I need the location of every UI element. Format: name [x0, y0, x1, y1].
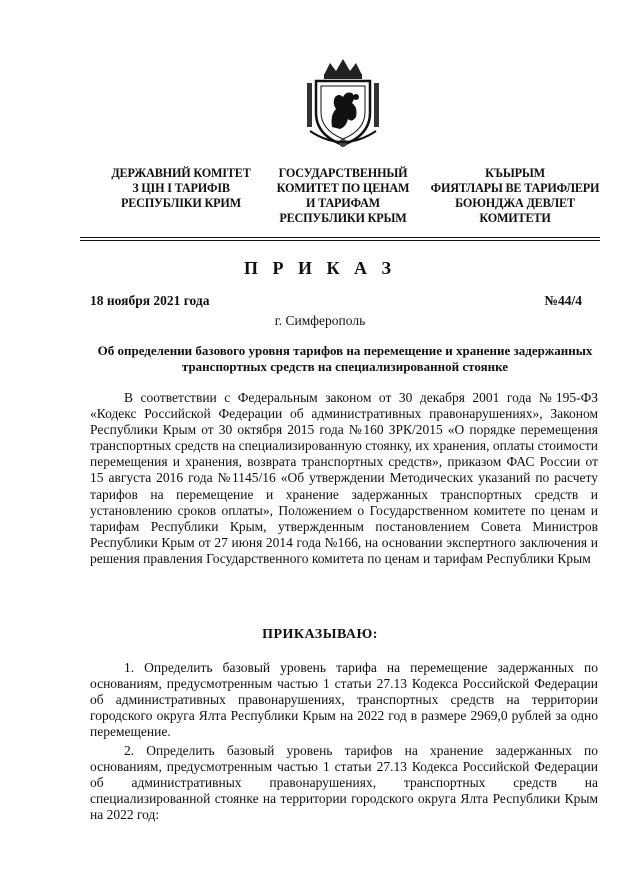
document-title: П Р И К А З: [243, 258, 397, 278]
order-date: 18 ноября 2021 года: [90, 293, 210, 308]
dept-ua-line: РЕСПУБЛІКИ КРИМ: [120, 196, 241, 210]
dept-ru-line: РЕСПУБЛИКИ КРЫМ: [279, 211, 407, 225]
dept-crh-line: БОЮНДЖА ДЕВЛЕТ: [455, 196, 575, 210]
order-city: г. Симферополь: [274, 313, 366, 328]
dept-ru-line: И ТАРИФАМ: [306, 196, 380, 210]
dept-crh-line: ФИЯТЛАРЫ ВЕ ТАРИФЛЕРИ: [430, 181, 600, 195]
dept-ua-line: З ЦІН І ТАРИФІВ: [132, 181, 230, 195]
department-name-ukrainian: [96, 166, 266, 211]
order-heading: ПРИКАЗЫВАЮ:: [262, 627, 378, 642]
order-subject: Об определении базового уровня тарифов на перемещение и хранение задержанных транспортных средств на специализированной стоянке: [97, 343, 593, 374]
order-item: 1. Определить базовый уровень тарифа на перемещение задержанных по основаниям, предусмотренным частью 1 статьи 27.13 Кодекса Российской Федерации об административных правонарушениях, транспортных средств на территории городского округа Ялта Республики Крым на 2022 год в размере 2969,0 рублей за одно перемещение.: [90, 660, 598, 740]
dept-ru-line: ГОСУДАРСТВЕННЫЙ: [278, 166, 408, 180]
header-divider: [80, 240, 600, 241]
header-divider: [80, 237, 600, 238]
dept-crh-line: КОМИТЕТИ: [479, 211, 551, 225]
order-item: 2. Определить базовый уровень тарифов на хранение задержанных по основаниям, предусмотренным частью 1 статьи 27.13 Кодекса Российской Федерации об административных правонарушениях, транспортных средств на специализированной стоянке на территории городского округа Ялта Республики Крым на 2022 год:: [90, 743, 598, 823]
department-name-russian: [268, 166, 418, 226]
dept-ua-line: ДЕРЖАВНИЙ КОМІТЕТ: [111, 166, 251, 180]
dept-crh-line: КЪЫРЫМ: [485, 166, 545, 180]
order-number: №44/4: [544, 293, 582, 308]
dept-ru-line: КОМИТЕТ ПО ЦЕНАМ: [276, 181, 410, 195]
crimea-coat-of-arms-icon: [302, 57, 384, 149]
preamble-paragraph: В соответствии с Федеральным законом от 30 декабря 2001 года №195-ФЗ «Кодекс Российской Федерации об административных правонарушениях», Законом Республики Крым от 30 октября 2015 года №160 ЗРК/2015 «О порядке перемещения транспортных средств на специализированную стоянку, их хранения, оплаты стоимости перемещения и хранения, возврата транспортных средств», приказом ФАС России от 15 августа 2016 года №1145/16 «Об утверждении Методических указаний по расчету тарифов на перемещение и хранение задержанных транспортных средств и установлению сроков оплаты», Положением о Государственном комитете по ценам и тарифам Республики Крым, утвержденным постановлением Совета Министров Республики Крым от 27 июня 2014 года №166, на основании экспертного заключения и решения правления Государственного комитета по ценам и тарифам Республики Крым: [90, 390, 598, 566]
department-name-crimean-tatar: [420, 166, 610, 226]
